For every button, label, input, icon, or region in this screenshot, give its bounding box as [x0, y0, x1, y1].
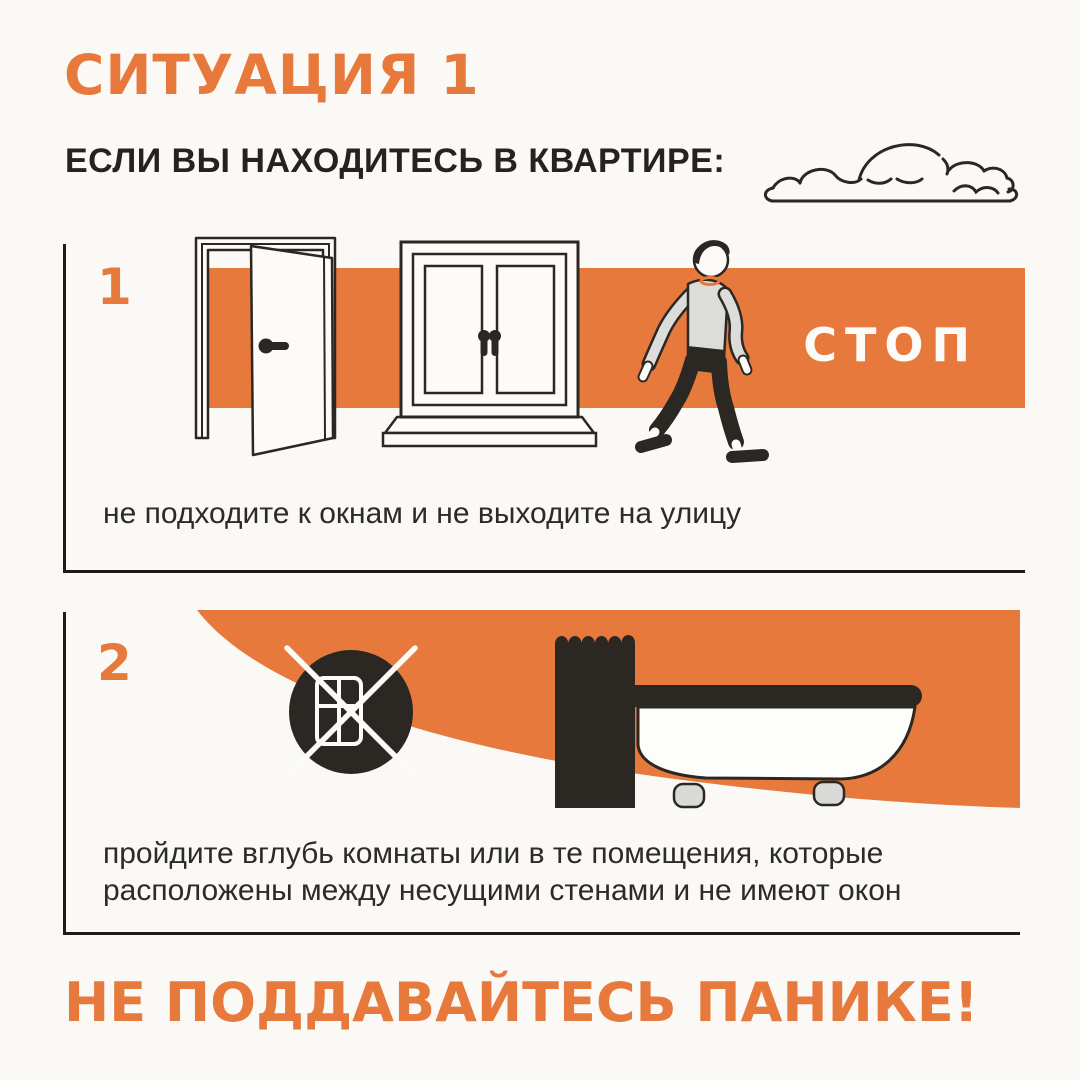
shower-curtain-icon: [555, 635, 635, 808]
step-2-caption-line-2: расположены между несущими стенами и не имеют окон: [103, 873, 902, 907]
window-icon: [381, 239, 606, 454]
open-door-icon: [191, 234, 341, 464]
no-window-icon: [281, 642, 421, 782]
step-2-caption: [103, 836, 901, 910]
page-title: СИТУАЦИЯ 1: [64, 43, 480, 107]
step-1-number: 1: [97, 258, 132, 316]
step-2-caption-line-1: пройдите вглубь комнаты или в те помещения, которые: [103, 837, 884, 870]
bathtub-icon: [546, 627, 1026, 812]
cloud-icon: [758, 128, 1028, 216]
step-1-caption: не подходите к окнам и не выходите на улицу: [103, 497, 742, 530]
step-2-panel: [63, 612, 1020, 935]
step-2-number: 2: [97, 634, 132, 692]
footer-warning: НЕ ПОДДАВАЙТЕСЬ ПАНИКЕ!: [64, 971, 979, 1034]
step-1-panel: [63, 244, 1025, 573]
stop-label: СТОП: [803, 318, 978, 372]
page-subtitle: ЕСЛИ ВЫ НАХОДИТЕСЬ В КВАРТИРЕ:: [65, 142, 726, 180]
walking-person-icon: [633, 230, 778, 465]
